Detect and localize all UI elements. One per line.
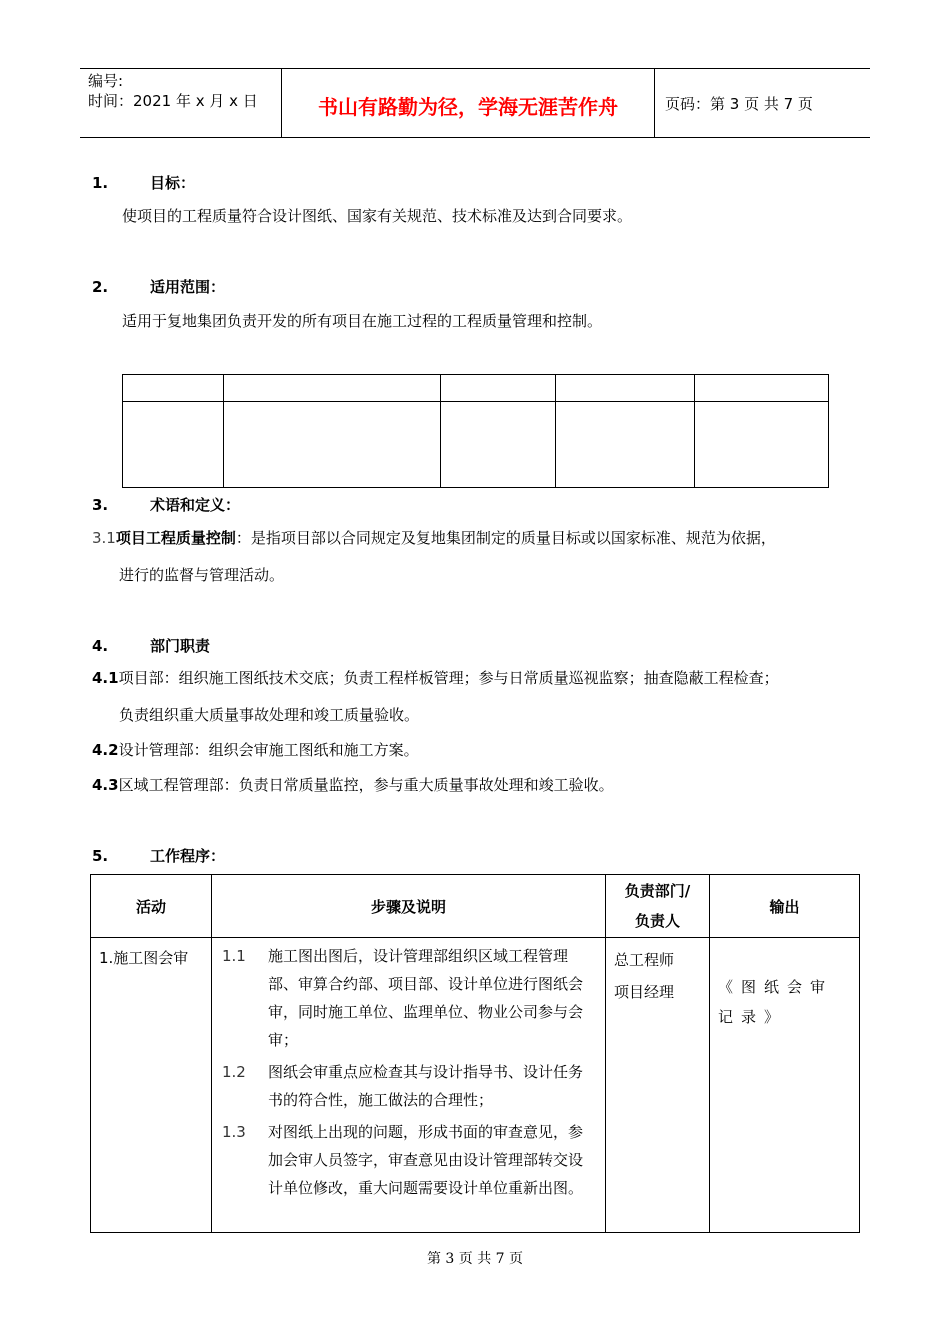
definition-text-cont: 进行的监督与管理活动。 <box>119 566 285 584</box>
section-4-heading <box>92 635 210 656</box>
section-1-heading <box>92 172 195 193</box>
section-number: 2. <box>92 278 109 296</box>
item-number: 4.3 <box>92 776 119 794</box>
duty-item <box>92 660 779 696</box>
section-title: 术语和定义： <box>150 496 241 514</box>
section-title: 目标： <box>150 174 196 192</box>
section-number: 5. <box>92 847 109 865</box>
step-text: 对图纸上出现的问题，形成书面的审查意见，参加会审人员签字，审查意见由设计管理部转交设计单位修改，重大问题需要设计单位重新出图。 <box>268 1123 584 1197</box>
header-meta <box>88 71 258 111</box>
page-header <box>80 68 870 138</box>
work-procedure-table <box>90 874 860 1233</box>
table-cell <box>123 402 224 488</box>
table-cell <box>695 402 829 488</box>
duty-text-cont: 负责组织重大质量事故处理和竣工质量验收。 <box>119 706 420 724</box>
empty-table <box>122 374 829 488</box>
steps-cell <box>212 938 606 1233</box>
output-cell: 《图纸会审记录》 <box>710 938 860 1233</box>
column-header-output: 输出 <box>710 875 860 938</box>
section-number: 3. <box>92 496 109 514</box>
section-3-heading <box>92 494 240 515</box>
duty-text: 区域工程管理部：负责日常质量监控，参与重大质量事故处理和竣工验收。 <box>118 776 614 794</box>
section-title: 适用范围： <box>150 278 226 296</box>
definition-item <box>92 520 776 556</box>
step-text: 图纸会审重点应检查其与设计指导书、设计任务书的符合性，施工做法的合理性； <box>268 1063 584 1109</box>
section-number: 4. <box>92 637 109 655</box>
column-header-dept <box>606 875 710 938</box>
step-item <box>222 942 591 1054</box>
dept-cell <box>606 938 710 1233</box>
dept-person: 总工程师 <box>614 951 675 969</box>
step-number: 1.1 <box>222 947 246 965</box>
item-number: 4.2 <box>92 741 119 759</box>
dept-header-line: 负责部门/ <box>624 882 691 900</box>
header-page-info: 页码：第 3 页 共 7 页 <box>665 95 813 113</box>
table-cell <box>123 375 224 402</box>
duty-text: 项目部：组织施工图纸技术交底；负责工程样板管理；参与日常质量巡视监察；抽查隐蔽工程检查； <box>118 669 779 687</box>
column-header-activity: 活动 <box>91 875 212 938</box>
step-item <box>222 1118 591 1202</box>
duty-item <box>92 767 614 803</box>
item-number: 4.1 <box>92 669 119 687</box>
time-label: 时间：2021 年 x 月 x 日 <box>88 92 258 110</box>
section-2-heading <box>92 276 225 297</box>
page-footer: 第 3 页 共 7 页 <box>426 1251 524 1267</box>
step-item <box>222 1058 591 1114</box>
section-2-text: 适用于复地集团负责开发的所有项目在施工过程的工程质量管理和控制。 <box>122 312 603 330</box>
duty-text: 设计管理部：组织会审施工图纸和施工方案。 <box>118 741 419 759</box>
section-5-heading <box>92 845 225 866</box>
dept-person: 项目经理 <box>614 983 675 1001</box>
section-title: 部门职责 <box>150 637 211 655</box>
table-cell <box>556 375 695 402</box>
item-number: 3.1 <box>92 529 116 547</box>
table-cell <box>441 375 556 402</box>
definition-text: ：是指项目部以合同规定及复地集团制定的质量目标或以国家标准、规范为依据， <box>235 529 776 547</box>
code-label: 编号: <box>88 72 124 90</box>
definition-term: 项目工程质量控制 <box>115 529 236 547</box>
step-number: 1.2 <box>222 1063 246 1081</box>
table-cell <box>695 375 829 402</box>
section-title: 工作程序： <box>150 847 226 865</box>
header-motto: 书山有路勤为径，学海无涯苦作舟 <box>318 95 618 119</box>
column-header-steps: 步骤及说明 <box>212 875 606 938</box>
duty-item <box>92 732 419 768</box>
table-cell <box>224 402 441 488</box>
dept-header-line: 负责人 <box>634 912 680 930</box>
table-cell <box>224 375 441 402</box>
header-divider <box>654 69 655 137</box>
activity-cell: 1.施工图会审 <box>91 938 212 1233</box>
section-number: 1. <box>92 174 109 192</box>
table-cell <box>441 402 556 488</box>
table-cell <box>556 402 695 488</box>
step-number: 1.3 <box>222 1123 246 1141</box>
section-1-text: 使项目的工程质量符合设计图纸、国家有关规范、技术标准及达到合同要求。 <box>122 207 633 225</box>
step-text: 施工图出图后，设计管理部组织区域工程管理部、审算合约部、项目部、设计单位进行图纸会审，同时施工单位、监理单位、物业公司参与会审； <box>268 947 584 1049</box>
